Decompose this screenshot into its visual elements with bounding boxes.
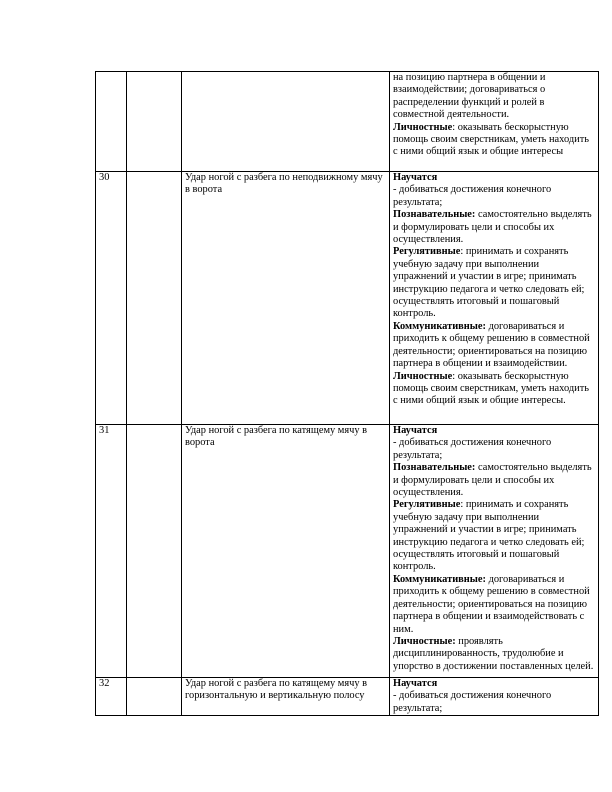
blank-cell (127, 425, 182, 678)
uud-paragraph (393, 690, 595, 715)
uud-heading: Научатся (393, 678, 438, 689)
uud-paragraph (393, 574, 595, 636)
uud-heading: Научатся (393, 425, 438, 436)
uud-text: : оказывать бескорыстную помощь своим сверстникам, уметь находить с ними общий язык и общие интересы (393, 121, 589, 158)
uud-cell (390, 678, 599, 716)
uud-text: самостоятельно выделять и формулировать цели и способы их осуществления. (393, 462, 592, 499)
lesson-number: 30 (96, 172, 127, 425)
uud-paragraph (393, 425, 595, 437)
uud-text: - добиваться достижения конечного результата; (393, 690, 552, 714)
uud-text: самостоятельно выделять и формулировать цели и способы их осуществления. (393, 209, 592, 246)
lesson-plan-table (95, 71, 599, 716)
lesson-topic: Удар ногой с разбега по катящему мячу в горизонтальную и вертикальную полосу (182, 678, 390, 716)
table-row (96, 72, 599, 172)
uud-paragraph (393, 72, 595, 122)
uud-heading: Научатся (393, 172, 438, 183)
uud-text: на позицию партнера в общении и взаимодействии; договариваться о распределении функций и ролей в совместной деятельности. (393, 72, 546, 121)
uud-heading: Познавательные: (393, 462, 476, 474)
uud-paragraph (393, 636, 595, 673)
uud-paragraph (393, 499, 595, 573)
table-row (96, 172, 599, 425)
uud-text: - добиваться достижения конечного результата; (393, 184, 552, 208)
uud-heading: Регулятивные (393, 246, 461, 258)
uud-paragraph (393, 246, 595, 320)
table-row (96, 678, 599, 716)
uud-heading: Познавательные: (393, 209, 476, 221)
uud-heading: Коммуникативные: (393, 573, 486, 585)
uud-heading: Коммуникативные: (393, 320, 486, 332)
table-body (96, 72, 599, 716)
table-row (96, 425, 599, 678)
uud-text: проявлять дисциплинированность, трудолюбие и упорство в достижении поставленных целей. (393, 635, 594, 672)
uud-text: - добиваться достижения конечного результата; (393, 437, 552, 461)
lesson-number: 31 (96, 425, 127, 678)
blank-cell (127, 72, 182, 172)
uud-cell (390, 172, 599, 425)
lesson-number: 32 (96, 678, 127, 716)
uud-paragraph (393, 462, 595, 499)
uud-paragraph (393, 184, 595, 209)
lesson-topic: Удар ногой с разбега по катящему мячу в ворота (182, 425, 390, 678)
uud-text: : принимать и сохранять учебную задачу при выполнении упражнений и участии в игре; принимать инструкцию педагога и четко следовать ей; осуществлять итоговый и пошаговый контроль. (393, 246, 585, 320)
uud-paragraph (393, 371, 595, 408)
lesson-topic: Удар ногой с разбега по неподвижному мячу в ворота (182, 172, 390, 425)
uud-paragraph (393, 437, 595, 462)
uud-text: : оказывать бескорыстную помощь своим сверстникам, уметь находить с ними общий язык и общие интересы. (393, 370, 589, 407)
blank-cell (127, 678, 182, 716)
uud-heading: Личностные: (393, 635, 456, 647)
lesson-number (96, 72, 127, 172)
uud-heading: Личностные (393, 121, 453, 133)
uud-text: договариваться и приходить к общему решению в совместной деятельности; ориентироваться на позицию партнера в общении и взаимодействовать с ним. (393, 573, 590, 635)
uud-paragraph (393, 172, 595, 184)
uud-paragraph (393, 678, 595, 690)
uud-cell (390, 72, 599, 172)
uud-paragraph (393, 321, 595, 371)
uud-paragraph (393, 122, 595, 159)
uud-heading: Регулятивные (393, 499, 461, 511)
blank-cell (127, 172, 182, 425)
uud-paragraph (393, 209, 595, 246)
uud-text: договариваться и приходить к общему решению в совместной деятельности; ориентироваться на позицию партнера в общении и взаимодействии. (393, 320, 590, 370)
uud-cell (390, 425, 599, 678)
lesson-topic (182, 72, 390, 172)
uud-heading: Личностные (393, 370, 453, 382)
uud-text: : принимать и сохранять учебную задачу при выполнении упражнений и участии в игре; принимать инструкцию педагога и четко следовать ей; осуществлять итоговый и пошаговый контроль. (393, 499, 585, 573)
